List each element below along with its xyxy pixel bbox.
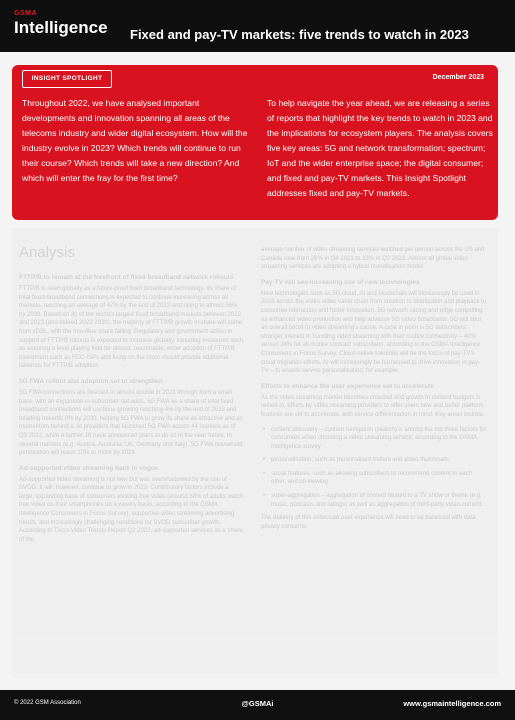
bullet-personalisation: • personalisation, such as personalised trailers and video thumbnails bbox=[271, 456, 487, 465]
intro-left-text: Throughout 2022, we have analysed important developments and innovation spanning all areas of the telecoms industry and wider digital ecosystem. How will the industry evolve in 2023? Which trends will continue to run their course? Which trends will take a new direction? And which will enter the fray for the first time? bbox=[22, 98, 248, 183]
subheading-fttp: FTTP/B to remain at the forefront of fixed broadband network rollouts bbox=[19, 274, 234, 281]
publication-date: December 2023 bbox=[432, 74, 484, 81]
paragraph-user-experience: As the video streaming market becomes crowded and growth in content budgets is reined in, efforts by video streaming providers to offer users new and better platform features are set to accelerate, with service differentiation in mind. Key areas include: bbox=[261, 394, 485, 418]
analysis-right-column bbox=[261, 246, 487, 537]
spotlight-panel bbox=[12, 65, 498, 220]
subheading-paytv-tech: Pay-TV will see increasing use of new technologies bbox=[261, 278, 420, 286]
analysis-left-column bbox=[19, 268, 245, 550]
social-handle-link[interactable]: @GSMAi bbox=[241, 699, 274, 708]
copyright-text: © 2022 GSM Association bbox=[14, 700, 81, 706]
paragraph-fttp: FTTP/B is seen globally as a future-proof fixed broadband technology. Its share of total fixed broadband connections is expected to continue increasing across all markets, reaching an average of 47% by the end of 2023 and rising to almost 56% by 2030. Based on 30 of the world’s largest fixed broadband markets between 2022 and 2023 (and indeed 2022-2030), the majority of FTTP/B growth in share will come from xDSL, with the non-fibre share falling. Regulatory and government action in support of FTTP/B rollouts is expected to increase globally, including measures such as ensuring a level playing field for almost, reasonable, wider adoption of FTTP/B investment such as FCC-ISPs and fixing on the room should provide additional tailwinds for FTTP/B adoption. bbox=[19, 286, 243, 370]
header-bar bbox=[0, 0, 515, 52]
intro-right-text: To help navigate the year ahead, we are releasing a series of reports that highlight the key trends to watch in 2023 and the implications for ecosystem players. The analysis covers five key areas: 5G and network transformation; spectrum; IoT and the wider enterprise space; the digital consumer; and fixed and pay-TV markets. This Insight Spotlight addresses fixed and pay-TV markets. bbox=[267, 98, 493, 198]
paragraph-ad-video: Ad-supported video streaming is not new but was overshadowed by the rise of SVOD. It will, however, continue to grow in 2023. Contributory factors include a large, expanding base of consumers viewing free video (around 68% of adults watch free video on their smartphones on a weekly basis, according to the GSMA Intelligence Consumers in Focus Survey), supportive video streaming advertising trends, and increasingly challenging conditions for SVOD subscriber growth. According to Tivo’s Video Trends Report Q2 2022, ad-supported services as a share of the bbox=[19, 476, 244, 543]
paragraph-paytv-tech: New technologies such as 5G cloud, AI and blockchain will increasingly be used in 2023 across the entire video value chain from creation to distribution and playback to consumer interaction and faster innovation. 5G network slicing and edge computing as enhanced video production and help advance 5G video broadcasts. 5G will spur an overall boost to video streaming’s cause. A case in point is 5G subscribers’ stronger interest in bundling video streaming with their mobile connectivity – 40% versus 34% for all mobile contract subscribers, according to the GSMA Intelligence Consumers in Focus Survey. Cloud-native solutions will be the focus of pay-TV’s cloud migration efforts. AI will increasingly be harnessed to drive innovation in pay-TV – to enable service personalisation, for example. bbox=[261, 290, 487, 375]
paragraph-5g-fwa: 5G FWA connections are forecast to almost double in 2023 through from a small base, with an expansion in subscriber net adds. 5G FWA as a share of total fixed broadband connections will continue growing reaching 4% by the end of 2023 and heading towards 8% by 2030, helping 5G FWA to grow its share as attractive and as momentum behind it. At providers that launched 5G FWA across 44 markets as of Q3 2022, while a further 16 have announced plans to do so in the near future. In several markets (e.g. Austria, Australia, UK, Germany and Italy), 5G FWA household penetration will reach 10% or more by 2023. bbox=[19, 389, 243, 457]
website-link[interactable]: www.gsmaintelligence.com bbox=[403, 699, 501, 708]
subheading-user-experience: Efforts to enhance the user experience set to accelerate bbox=[261, 382, 434, 390]
footer-bar bbox=[0, 690, 515, 720]
gsma-intelligence-logo[interactable] bbox=[14, 10, 108, 38]
subheading-5g-fwa: 5G FWA rollout and adoption set to strengthen bbox=[19, 377, 163, 385]
bullet-social-features: • social features, such as allowing subscribers to recommend content to each other, and co-viewing bbox=[271, 470, 487, 487]
brand-small-text: GSMA bbox=[14, 10, 37, 17]
brand-big-text: Intelligence bbox=[14, 18, 108, 37]
page-title: Fixed and pay-TV markets: five trends to watch in 2023 bbox=[130, 27, 469, 42]
subheading-ad-video: Ad-supported video streaming back in vogue bbox=[19, 464, 159, 472]
paragraph-privacy: The delivery of this enhanced user experience will need to be balanced with data privacy concerns. bbox=[261, 515, 476, 530]
paragraph-continued: average number of video streaming services watched per person across the US and Canada rose from 26% in Q4 2021 to 33% in Q2 2022. Almost all global video streaming services are adopting a hybrid monetisation model. bbox=[261, 247, 485, 271]
insight-spotlight-badge: INSIGHT SPOTLIGHT bbox=[22, 70, 112, 88]
analysis-section bbox=[12, 228, 498, 678]
analysis-heading: Analysis bbox=[19, 244, 75, 261]
bullet-content-discovery: • content discovery – content navigation (search) is among the top three factors for consumers when choosing a video streaming service, according to the GSMA Intelligence survey bbox=[271, 426, 487, 452]
bullet-super-aggregation: • super-aggregation – aggregation of content related to a TV show or theme (e.g. music, podcasts and ratings) as well as aggregation of third-party video content. bbox=[271, 492, 487, 509]
